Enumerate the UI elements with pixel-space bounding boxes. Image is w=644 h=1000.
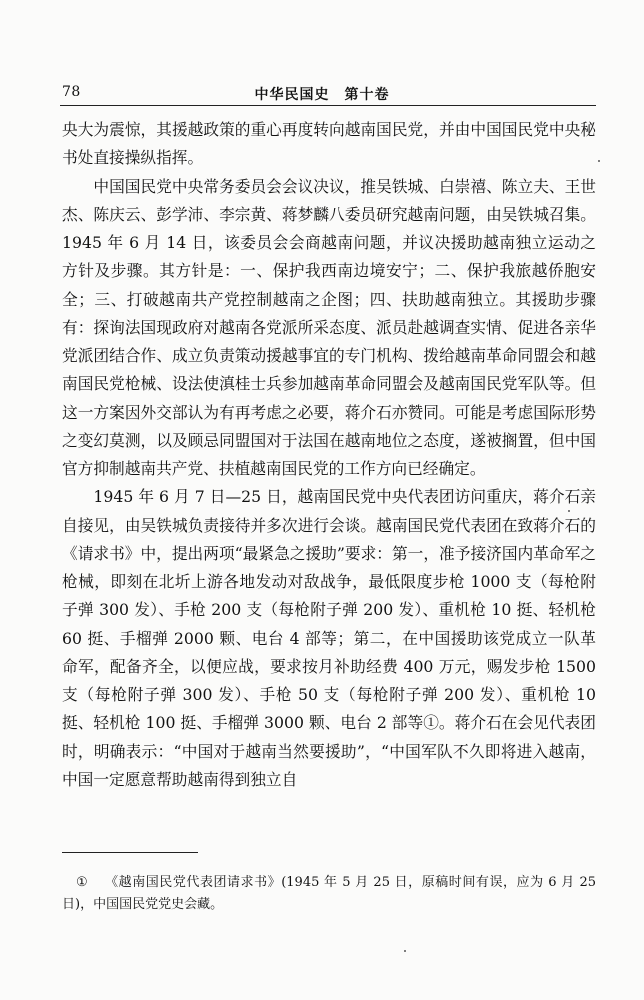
body-text xyxy=(62,116,596,794)
scan-speck xyxy=(598,160,600,162)
paragraph-continued: 央大为震惊，其援越政策的重心再度转向越南国民党，并由中国国民党中央秘书处直接操纵指挥。 xyxy=(62,120,596,168)
header-rule xyxy=(60,105,596,106)
running-title: 中华民国史 第十卷 xyxy=(254,87,390,103)
paragraph: 中国国民党中央常务委员会会议决议，推吴铁城、白崇禧、陈立夫、王世杰、陈庆云、彭学沛、李宗黄、蒋梦麟八委员研究越南问题，由吴铁城召集。1945 年 6 月 14 日，该委员会会商越南问题，并议决援助越南独立运动之方针及步骤。其方针是：一、保护我西南边境安宁；二、保护我旅越侨胞安全；三、打破越南共产党控制越南之企图；四、扶助越南独立。其援助步骤有：探询法国现政府对越南各党派所采态度、派员赴越调查实情、促进各亲华党派团结合作、成立负责策动援越事宜的专门机构、拨给越南革命同盟会和越南国民党枪械、设法使滇桂士兵参加越南革命同盟会及越南国民党军队等。但这一方案因外交部认为有再考虑之必要，蒋介石亦赞同。可能是考虑国际形势之变幻莫测，以及顾忌同盟国对于法国在越南地位之态度，遂被搁置，但中国官方抑制越南共产党、扶植越南国民党的工作方向已经确定。 xyxy=(62,176,596,478)
footnote-rule xyxy=(62,852,198,853)
page-number: 78 xyxy=(62,84,81,100)
scan-speck xyxy=(404,950,406,952)
paragraph: 1945 年 6 月 7 日—25 日，越南国民党中央代表团访问重庆，蒋介石亲自接见，由吴铁城负责接待并多次进行会谈。越南国民党代表团在致蒋介石的《请求书》中，提出两项“最紧急之援助”要求：第一，准予接济国内革命军之枪械，即刻在北圻上游各地发动对敌战争，最低限度步枪 1000 支（每枪附子弹 300 发）、手枪 200 支（每枪附子弹 200 发）、重机枪 10 挺、轻机枪 60 挺、手榴弹 2000 颗、电台 4 部等；第二，在中国援助该党成立一队革命军，配备齐全，以便应战，要求按月补助经费 400 万元，赐发步枪 1500 支（每枪附子弹 300 发）、手枪 50 支（每枪附子弹 200 发）、重机枪 10 挺、轻机枪 100 挺、手榴弹 3000 颗、电台 2 部等①。蒋介石在会见代表团时，明确表示：“中国对于越南当然要援助”，“中国军队不久即将进入越南，中国一定愿意帮助越南得到独立自 xyxy=(62,487,596,789)
footnote-text: 《越南国民党代表团请求书》(1945 年 5 月 25 日，原稿时间有误，应为 6 月 25 日)，中国国民党党史会藏。 xyxy=(62,875,596,912)
footnote-marker: ① xyxy=(76,875,88,890)
footnote xyxy=(62,872,596,916)
scan-speck xyxy=(568,510,570,512)
